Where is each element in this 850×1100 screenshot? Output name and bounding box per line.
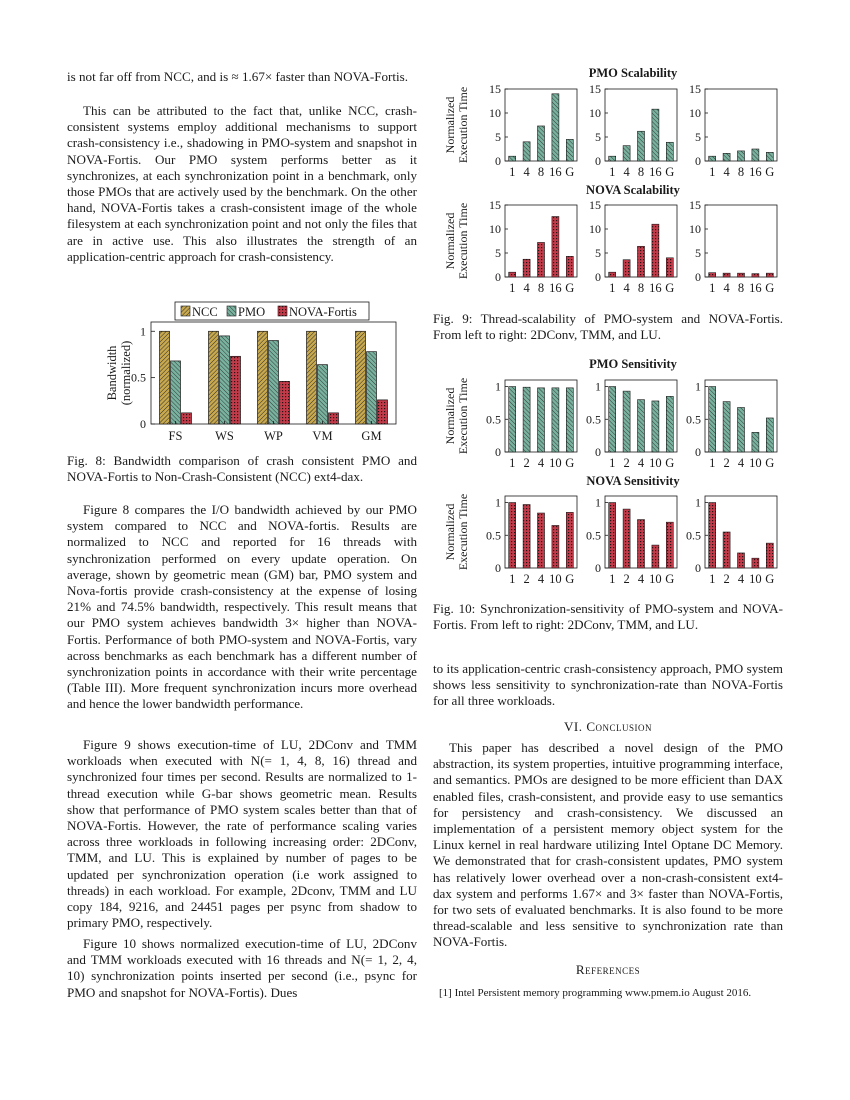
fig10-bar	[652, 401, 659, 452]
fig8-ytick-label: 0	[140, 417, 146, 431]
fig10-bar	[623, 509, 630, 568]
fig9-bar	[652, 109, 659, 161]
fig10-xtick-label: 4	[737, 572, 745, 586]
fig9-ytick-label: 5	[695, 246, 701, 260]
paragraph-fig8: Figure 8 compares the I/O bandwidth achieved by our PMO system compared to NCC and NOVA-fortis. Results are normalized to NCC and reported for 16 threads with synchronization performed on every update operation. On average, shown by geometric mean (GM) bar, PMO system and Nova-fortis provide crash-consistency at the expense of losing 21% and 74.5% bandwidth, respectively. This result means that our PMO system achieves bandwidth 3× higher than NOVA-Fortis. Performance of both PMO-system and NOVA-Fortis, vary across benchmarks as each benchmark has a different number of synchronization points in accordance with their write percentage (Table III). More frequent synchronization incurs more overhead and hence the lower bandwidth performance.	[67, 502, 417, 712]
fig9-ytick-label: 10	[489, 106, 501, 120]
fig9-ytick-label: 0	[695, 154, 701, 168]
fig10-ytick-label: 1	[495, 379, 501, 394]
fig9-ytick-label: 15	[689, 82, 701, 96]
fig9-bar	[752, 274, 759, 277]
fig9-bar	[552, 217, 559, 277]
paragraph-continued: is not far off from NCC, and is ≈ 1.67× faster than NOVA-Fortis.	[67, 69, 409, 84]
fig10-xtick-label: G	[565, 456, 575, 470]
fig10-ytick-label: 1	[595, 495, 601, 510]
fig10-xtick-label: 4	[537, 572, 545, 586]
fig9-xtick-label: 16	[549, 281, 562, 295]
fig10-ylabel-line: Normalized	[443, 503, 457, 561]
fig10-bar	[509, 503, 516, 568]
fig10-panel-tmm	[586, 380, 677, 470]
fig10-bar	[552, 525, 559, 568]
fig9-bar	[623, 146, 630, 161]
fig9-ytick-label: 0	[595, 270, 601, 284]
fig10-ytick-label: 1	[695, 495, 701, 510]
fig9-xtick-label: G	[665, 281, 675, 295]
fig10-xtick-label: G	[665, 572, 675, 586]
fig10-bar	[738, 407, 745, 452]
paragraph-conclusion: This paper has described a novel design of the PMO abstraction, its system properties, intuitive programming interface, and semantics. PMOs are designed to be more efficient than DAX enabled files, crash-consistent, and provide easy to use semantics for persistency and crash-consistency. We discussed an implementation of a persistent memory object system for the Linux kernel in real hardware utilizing Intel Optane DC Memory. We demonstrated that for crash-consistent updates, PMO system has relatively lower overhead over a non-crash-consistent ext4-dax system and performs 1.67× and 3× faster than NOVA-Fortis, for two sets of evaluated benchmarks. It is also found to be more thread-scalable and less sensitive to synchronization rate than NOVA-Fortis.	[433, 740, 783, 950]
fig9-ylabel	[443, 87, 470, 163]
fig9-ytick-label: 10	[589, 106, 601, 120]
fig10-xtick-label: 4	[737, 456, 745, 470]
fig10-chart	[433, 355, 783, 595]
fig10-xtick-label: 2	[523, 456, 530, 470]
fig9-chart	[433, 64, 783, 304]
fig8-caption: Fig. 8: Bandwidth comparison of crash consistent PMO and NOVA-Fortis to Non-Crash-Consistent (NCC) ext4-dax.	[67, 453, 417, 485]
fig9-xtick-label: 1	[509, 165, 516, 179]
fig10-xtick-label: 2	[623, 572, 630, 586]
fig9-ytick-label: 5	[595, 130, 601, 144]
fig10-ytick-label: 0.5	[586, 528, 601, 543]
section-heading-conclusion	[433, 719, 783, 735]
fig8-ytick-label: 0.5	[131, 370, 146, 385]
fig9-bar	[766, 152, 773, 161]
fig9-bar	[752, 149, 759, 161]
fig10-ytick-label: 0	[495, 445, 501, 459]
fig10-bar	[723, 402, 730, 452]
fig10-xtick-label: 2	[723, 456, 730, 470]
fig9-ytick-label: 10	[489, 222, 501, 236]
fig9-xtick-label: 8	[737, 165, 745, 179]
fig9-xtick-label: 16	[749, 165, 762, 179]
fig10-xtick-label: 4	[537, 456, 545, 470]
fig9-bar	[523, 142, 530, 161]
fig9-bar	[652, 224, 659, 277]
fig10-bar	[638, 400, 645, 452]
fig10-xtick-label: 10	[749, 572, 762, 586]
fig9-bar	[738, 273, 745, 277]
fig10-ytick-label: 0.5	[486, 412, 501, 427]
fig9-bar	[552, 94, 559, 161]
fig10-bar	[752, 432, 759, 452]
fig10-caption: Fig. 10: Synchronization-sensitivity of PMO-system and NOVA-Fortis. From left to right: 2DConv, TMM, and LU.	[433, 601, 783, 633]
fig9-bar	[738, 151, 745, 161]
fig8-bar-nova	[231, 356, 241, 424]
fig10-bar	[738, 553, 745, 568]
fig10-ytick-label: 0.5	[586, 412, 601, 427]
fig9-bar	[509, 272, 516, 277]
fig10-bar	[566, 512, 573, 568]
fig9-ytick-label: 15	[589, 82, 601, 96]
fig9-xtick-label: 4	[723, 281, 730, 295]
fig8-legend-swatch-pmo	[227, 306, 236, 316]
fig9-xtick-label: G	[565, 165, 575, 179]
fig9-caption: Fig. 9: Thread-scalability of PMO-system and NOVA-Fortis. From left to right: 2DConv, TMM, and LU.	[433, 311, 783, 343]
fig8-bar-ncc	[356, 331, 366, 424]
fig9-ylabel-line: Normalized	[443, 96, 457, 154]
fig10-ytick-label: 1	[495, 495, 501, 510]
fig9-xtick-label: 8	[737, 281, 745, 295]
fig10-bar	[709, 503, 716, 568]
fig9-bar	[666, 258, 673, 277]
fig9-bar	[523, 259, 530, 277]
fig8-bar-pmo	[367, 352, 377, 424]
fig9-bar	[666, 142, 673, 161]
fig10-panel-2dconv	[486, 380, 577, 470]
fig9-panel-2dconv	[489, 198, 577, 295]
fig10-xtick-label: 4	[637, 572, 645, 586]
fig10-bar	[766, 543, 773, 568]
fig9-panel-lu	[689, 198, 777, 295]
fig9-bar	[638, 131, 645, 161]
fig9-xtick-label: 4	[623, 165, 630, 179]
fig10-xtick-label: 4	[637, 456, 645, 470]
fig9-bar	[709, 156, 716, 161]
fig9-xtick-label: 4	[523, 281, 530, 295]
fig10-ylabel-line: Normalized	[443, 387, 457, 445]
fig9-ylabel-line: Execution Time	[456, 86, 470, 164]
fig9-bar	[538, 242, 545, 277]
fig10-xtick-label: 10	[549, 456, 562, 470]
fig10-bar	[666, 396, 673, 452]
fig9-ytick-label: 5	[595, 246, 601, 260]
fig10-bar	[652, 545, 659, 568]
fig9-ytick-label: 15	[489, 198, 501, 212]
fig8-legend-label: NOVA-Fortis	[289, 305, 357, 319]
fig9-bar	[609, 156, 616, 161]
fig8-ylabel-line: (normalized)	[119, 340, 133, 406]
fig10-ytick-label: 0	[495, 561, 501, 575]
fig10-xtick-label: G	[565, 572, 575, 586]
fig10-ylabel	[443, 378, 470, 454]
fig8-legend-label: NCC	[192, 305, 218, 319]
fig10-bar	[709, 387, 716, 452]
fig10-bar	[523, 387, 530, 452]
fig9-row-title: PMO Scalability	[588, 66, 678, 80]
fig9-panel-lu	[689, 82, 777, 179]
fig8-legend-swatch-ncc	[181, 306, 190, 316]
fig9-xtick-label: 8	[637, 165, 645, 179]
section-title: Conclusion	[586, 719, 653, 734]
fig9-bar	[766, 273, 773, 277]
fig10-ytick-label: 0	[695, 561, 701, 575]
fig9-bar	[638, 246, 645, 277]
fig9-ytick-label: 15	[489, 82, 501, 96]
fig10-row-title: NOVA Sensitivity	[586, 474, 680, 488]
fig10-panel-tmm	[586, 496, 677, 586]
fig10-ylabel-line: Execution Time	[456, 377, 470, 455]
fig10-xtick-label: 1	[509, 456, 516, 470]
fig10-ylabel	[443, 494, 470, 570]
paragraph-continued-right: to its application-centric crash-consistency approach, PMO system shows less sensitivity to synchronization-rate than NOVA-Fortis for all three workloads.	[433, 661, 783, 709]
fig8-bar-ncc	[160, 331, 170, 424]
fig8-xtick-label: WP	[264, 429, 283, 443]
fig10-ylabel-line: Execution Time	[456, 493, 470, 571]
fig10-xtick-label: 2	[623, 456, 630, 470]
fig10-xtick-label: 10	[649, 572, 662, 586]
fig9-xtick-label: 1	[709, 281, 716, 295]
paragraph-fig9: Figure 9 shows execution-time of LU, 2DConv and TMM workloads when executed with N(= 1, 4, 8, 16) thread and synchronized four times per second. Results are normalized to 1-thread execution while G-bar shows geometric mean. Results show that performance of PMO system scales better than that of NOVA-Fortis. However, the rate of performance scaling varies across three workloads in following increasing order: 2DConv, TMM, and LU. This is explained by number of pages to be updated per synchronization operation (i.e work assigned to threads) in each workload. For example, 2Dconv, TMM and LU copy 184, 9216, and 24451 pages per psync from shadow to primary PMO, respectively.	[67, 737, 417, 931]
fig8-bar-pmo	[269, 341, 279, 424]
fig9-ylabel-line: Normalized	[443, 212, 457, 270]
fig9-xtick-label: 1	[509, 281, 516, 295]
fig8-bar-ncc	[258, 331, 268, 424]
fig10-bar	[538, 513, 545, 568]
fig10-bar	[609, 387, 616, 452]
fig8-ylabel	[105, 341, 133, 406]
fig9-ytick-label: 5	[695, 130, 701, 144]
fig10-bar	[609, 503, 616, 568]
paragraph-attribution: This can be attributed to the fact that, unlike NCC, crash-consistent systems employ additional mechanisms to support crash-consistency i.e., shadowing in PMO-system and snapshot in NOVA-Fortis. Our PMO system performs better as it synchronizes, at each synchronization point in a benchmark, only those PMOs that are actively used by the benchmark. On the other hand, NOVA-Fortis takes a crash-consistent image of the whole filesystem at each synchronization point and not only the files that are in active use. This also illustrates the strength of an application-centric approach for crash-consistency.	[67, 103, 417, 264]
fig8-xtick-label: FS	[168, 429, 183, 443]
fig9-xtick-label: 8	[537, 281, 545, 295]
fig8-bar-ncc	[209, 331, 219, 424]
fig10-xtick-label: 1	[509, 572, 516, 586]
fig10-xtick-label: 1	[609, 456, 616, 470]
fig10-xtick-label: 10	[649, 456, 662, 470]
fig8-legend-swatch-nova	[278, 306, 287, 316]
fig8-bar-nova	[329, 413, 339, 424]
fig9-xtick-label: G	[765, 165, 775, 179]
fig8-bar-nova	[378, 400, 388, 424]
fig9-panel-tmm	[589, 198, 677, 295]
fig9-xtick-label: 8	[537, 165, 545, 179]
fig8-bar-pmo	[220, 336, 230, 424]
fig10-bar	[566, 388, 573, 452]
fig10-bar	[752, 558, 759, 568]
fig8-bar-nova	[280, 381, 290, 424]
paragraph-fig10: Figure 10 shows normalized execution-time of LU, 2DConv and TMM workloads executed with 16 threads and N(= 1, 2, 4, 10) synchronization points inserted per second (i.e., psync for PMO and snapshot for NOVA-Fortis). Dues	[67, 936, 417, 1000]
fig10-xtick-label: 1	[609, 572, 616, 586]
fig9-bar	[566, 139, 573, 161]
fig9-ytick-label: 0	[595, 154, 601, 168]
fig10-bar	[723, 532, 730, 568]
fig9-bar	[609, 272, 616, 277]
section-number: VI.	[563, 719, 583, 734]
fig9-xtick-label: G	[565, 281, 575, 295]
fig9-ytick-label: 5	[495, 130, 501, 144]
fig9-row-title: NOVA Scalability	[586, 183, 680, 197]
fig8-bar-nova	[182, 413, 192, 424]
fig9-bar	[709, 273, 716, 277]
fig9-ytick-label: 15	[689, 198, 701, 212]
fig10-panel-2dconv	[486, 496, 577, 586]
fig9-ylabel-line: Execution Time	[456, 202, 470, 280]
fig8-bar-pmo	[318, 365, 328, 424]
references-heading: References	[575, 962, 641, 977]
fig10-row-title: PMO Sensitivity	[589, 357, 677, 371]
fig9-panel-frame	[705, 205, 777, 277]
fig10-panel-lu	[686, 496, 777, 586]
fig8-legend	[175, 302, 369, 320]
fig9-xtick-label: 16	[749, 281, 762, 295]
fig9-ytick-label: 5	[495, 246, 501, 260]
fig10-ytick-label: 0	[595, 561, 601, 575]
fig8-ylabel-line: Bandwidth	[105, 345, 119, 401]
fig9-ytick-label: 0	[695, 270, 701, 284]
fig9-xtick-label: 4	[623, 281, 630, 295]
fig9-bar	[538, 126, 545, 161]
fig9-ytick-label: 10	[589, 222, 601, 236]
fig9-xtick-label: 16	[649, 165, 662, 179]
fig10-ytick-label: 1	[595, 379, 601, 394]
fig9-xtick-label: 1	[609, 281, 616, 295]
fig9-ytick-label: 0	[495, 270, 501, 284]
fig10-xtick-label: G	[665, 456, 675, 470]
reference-1: [1] Intel Persistent memory programming www.pmem.io August 2016.	[439, 987, 752, 999]
fig10-xtick-label: 10	[749, 456, 762, 470]
fig9-panel-frame	[705, 89, 777, 161]
fig8-xtick-label: WS	[215, 429, 234, 443]
fig9-bar	[509, 156, 516, 161]
fig8-xtick-label: VM	[312, 429, 333, 443]
fig10-xtick-label: 2	[523, 572, 530, 586]
fig9-xtick-label: 8	[637, 281, 645, 295]
fig9-ytick-label: 15	[589, 198, 601, 212]
fig10-bar	[666, 522, 673, 568]
fig9-bar	[723, 273, 730, 277]
fig10-bar	[552, 388, 559, 452]
fig9-ylabel	[443, 203, 470, 279]
fig10-ytick-label: 0	[595, 445, 601, 459]
fig9-xtick-label: 16	[549, 165, 562, 179]
fig9-bar	[723, 153, 730, 161]
fig10-bar	[638, 520, 645, 568]
fig9-xtick-label: G	[665, 165, 675, 179]
fig9-panel-2dconv	[489, 82, 577, 179]
fig10-xtick-label: 1	[709, 572, 716, 586]
fig9-xtick-label: 1	[709, 165, 716, 179]
fig8-bar-pmo	[171, 361, 181, 424]
fig10-xtick-label: 10	[549, 572, 562, 586]
fig10-ytick-label: 0.5	[686, 528, 701, 543]
fig9-ytick-label: 10	[689, 106, 701, 120]
fig9-ytick-label: 10	[689, 222, 701, 236]
fig10-bar	[623, 391, 630, 452]
fig10-ytick-label: 1	[695, 379, 701, 394]
fig9-bar	[623, 260, 630, 277]
fig10-xtick-label: G	[765, 456, 775, 470]
fig10-ytick-label: 0.5	[686, 412, 701, 427]
fig10-bar	[766, 418, 773, 452]
fig9-xtick-label: 4	[523, 165, 530, 179]
fig8-bar-ncc	[307, 331, 317, 424]
fig9-xtick-label: 16	[649, 281, 662, 295]
fig10-ytick-label: 0.5	[486, 528, 501, 543]
fig10-xtick-label: 1	[709, 456, 716, 470]
fig10-bar	[523, 505, 530, 568]
fig8-legend-label: PMO	[238, 305, 266, 319]
fig10-xtick-label: G	[765, 572, 775, 586]
fig9-ytick-label: 0	[495, 154, 501, 168]
fig10-bar	[509, 387, 516, 452]
fig10-bar	[538, 388, 545, 452]
fig9-xtick-label: 1	[609, 165, 616, 179]
fig9-panel-tmm	[589, 82, 677, 179]
fig9-bar	[566, 256, 573, 277]
fig10-xtick-label: 2	[723, 572, 730, 586]
fig8-ytick-label: 1	[140, 324, 146, 339]
fig9-xtick-label: 4	[723, 165, 730, 179]
fig10-panel-lu	[686, 380, 777, 470]
fig10-ytick-label: 0	[695, 445, 701, 459]
fig8-xtick-label: GM	[361, 429, 382, 443]
fig8-chart	[87, 300, 417, 450]
fig9-xtick-label: G	[765, 281, 775, 295]
